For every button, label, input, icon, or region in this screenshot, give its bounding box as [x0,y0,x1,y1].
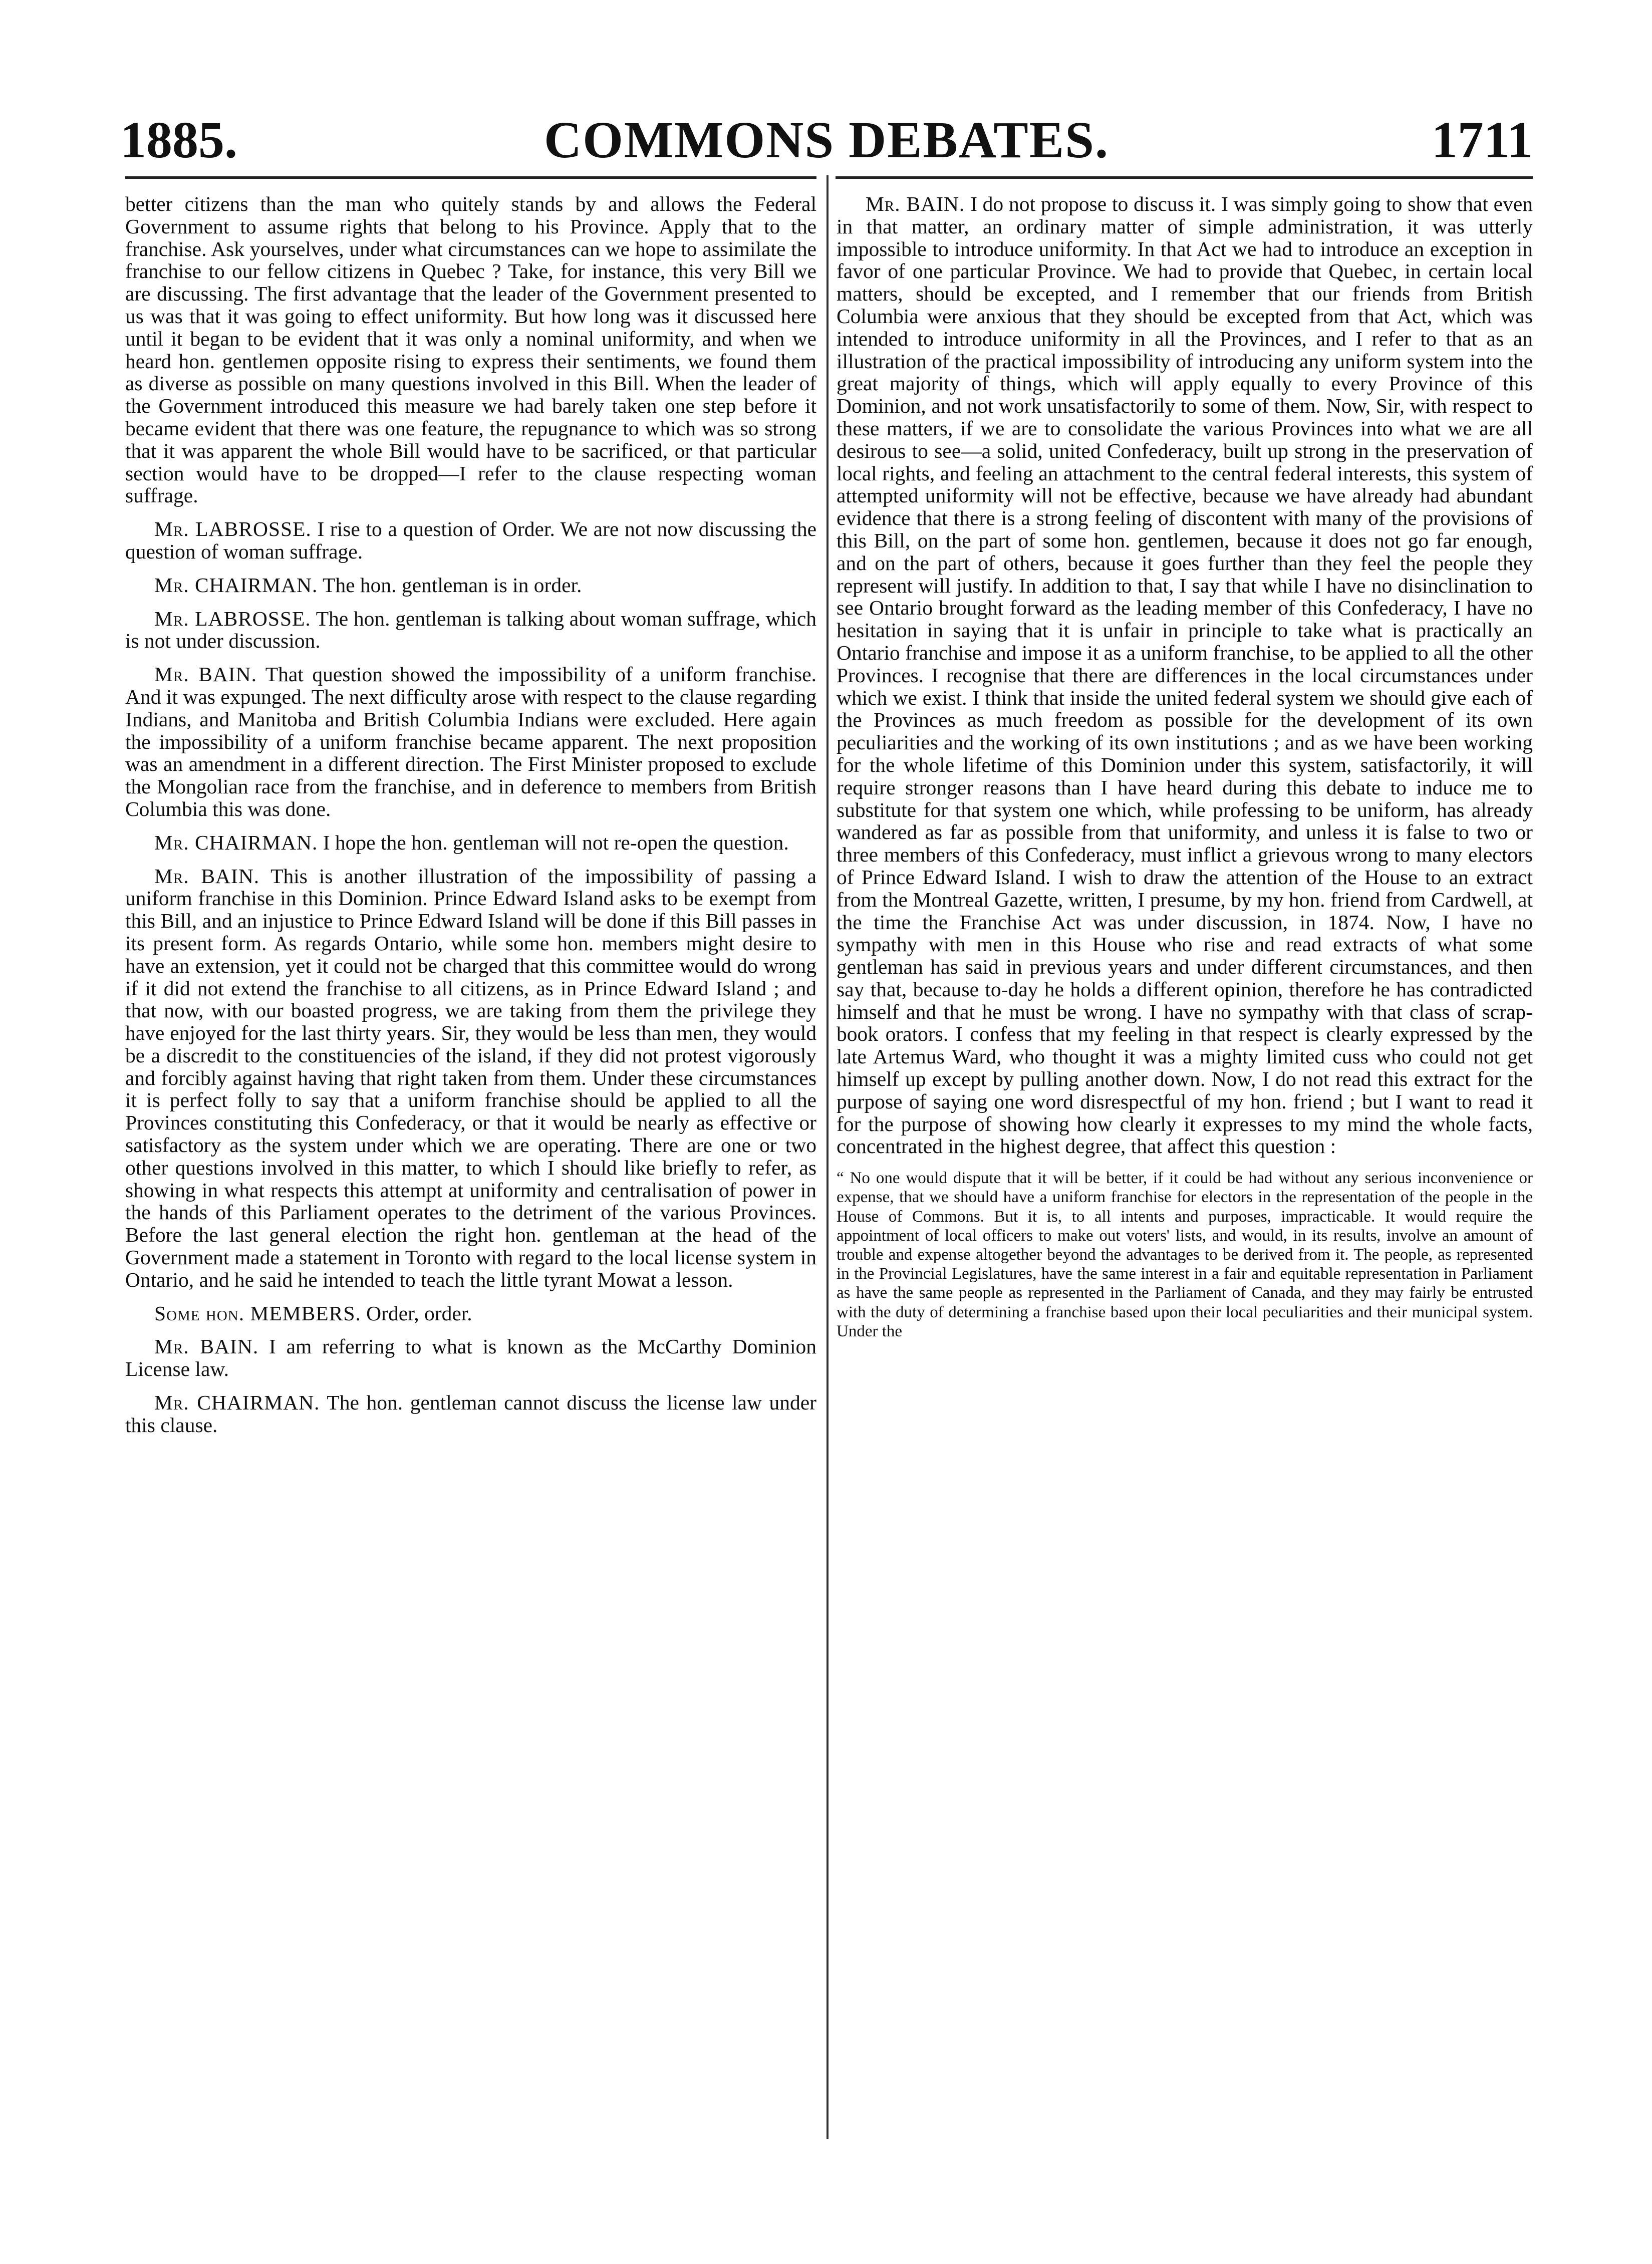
speech-text: The hon. gentleman cannot discuss the license law under this clause. [125,1391,816,1437]
speech [125,663,816,820]
paragraph [125,193,816,507]
speech-text: The hon. gentleman is talking about woman suffrage, which is not under discussion. [125,607,817,653]
speech-text: Order, order. [366,1301,472,1325]
speech [125,1335,816,1380]
speech [837,193,1533,1158]
speaker-name: Mr. BAIN. [866,192,965,215]
paragraph-text: better citizens than the man who quitely stands by and allows the Federal Government to assume rights that belong to his Province. Apply that to the franchise. Ask yourselves, under what circumstances can we hope to assimilate the franchise to our fellow citizens in Quebec ? Take, for instance, this very Bill we are discussing. The first advantage that the leader of the Government presented to us was that it was going to effect uniformity. But how long was it discussed here until it began to be evident that it was only a nominal uniformity, and when we heard hon. gentlemen opposite rising to express their sentiments, we found them as diverse as possible on many questions involved in this Bill. When the leader of the Government introduced this measure we had barely taken one step before it became evident that there was one feature, the repugnance to which was so strong that it was apparent the whole Bill would have to be sacrificed, or that particular section would have to be dropped—I refer to the clause respecting woman suffrage. [125,192,816,507]
speaker-name: Some hon. MEMBERS. [154,1301,361,1325]
speaker-name: Mr. LABROSSE. [154,607,311,630]
right-column [837,193,1533,1352]
speech [125,574,816,597]
header-rule-left [125,176,816,179]
speech [125,865,816,1291]
speaker-name: Mr. CHAIRMAN. [154,1391,320,1414]
speech [125,518,816,563]
speaker-name: Mr. BAIN. [154,864,260,888]
speech-text: I rise to a question of Order. We are not now discussing the question of woman suffrage. [125,517,817,563]
header-rule-right [836,176,1533,179]
quoted-extract: “ No one would dispute that it will be better, if it could be had without any serious inconvenience or expense, that we should have a uniform franchise for electors in the representation of the people in the House of Commons. But it is, to all intents and purposes, impracticable. It would require the appointment of local officers to make out voters' lists, and would, in its results, involve an amount of trouble and expense altogether beyond the advantages to be derived from it. The people, as represented in the Provincial Legislatures, have the same interest in a fair and equitable representation in Parliament as have the same people as represented in the Parliament of Canada, and they may fairly be entrusted with the duty of determining a franchise based upon their local peculiarities and their municipal system. Under the [837,1169,1533,1340]
column-divider [827,175,829,2139]
speech-text: This is another illustration of the impossibility of passing a uniform franchise in this Dominion. Prince Edward Island asks to be exempt from this Bill, and an injustice to Prince Edward Island will be done if this Bill passes in its present form. As regards Ontario, while some hon. members might desire to have an extension, yet it could not be charged that this committee would do wrong if it did not extend the franchise to all citizens, as in Prince Edward Island ; and that now, with our boasted progress, we are taking from them the privilege they have enjoyed for the last thirty years. Sir, they would be less than men, they would be a discredit to the constituencies of the island, if they did not protest vigorously and forcibly against having that right taken from them. Under these circumstances it is perfect folly to say that a uniform franchise should be applied to all the Provinces constituting this Confederacy, or that it would be nearly as effective or satisfactory as the system under which we are operating. There are one or two other questions involved in this matter, to which I should like briefly to refer, as showing in what respects this attempt at uniformity and centralisation of power in the hands of this Parliament operates to the detriment of the various Provinces. Before the last general election the right hon. gentleman at the head of the Government made a statement in Toronto with regard to the local license system in Ontario, and he said he intended to teach the little tyrant Mowat a lesson. [125,864,816,1291]
speech [125,1302,816,1325]
left-column [125,193,816,1448]
speech-text: That question showed the impossibility of a uniform franchise. And it was expunged. The next difficulty arose with respect to the clause regarding Indians, and Manitoba and British Columbia Indians were excluded. Here again the impossibility of a uniform franchise became apparent. The next proposition was an amendment in a different direction. The First Minister proposed to exclude the Mongolian race from the franchise, and in deference to members from British Columbia this was done. [125,663,816,820]
speaker-name: Mr. CHAIRMAN. [154,573,318,597]
speech [125,1391,816,1437]
speaker-name: Mr. LABROSSE. [154,517,312,541]
speaker-name: Mr. BAIN. [154,663,257,686]
speech [125,831,816,854]
speaker-name: Mr. CHAIRMAN. [154,830,318,854]
speech [125,608,816,653]
speaker-name: Mr. BAIN. [154,1335,259,1358]
page-header [120,110,1533,185]
header-year: 1885. [120,111,237,169]
speech-text: I do not propose to discuss it. I was simply going to show that even in that matter, an ordinary matter of simple administration, it was utterly impossible to introduce uniformity. In that Act we had to introduce an exception in favor of one particular Province. We had to provide that Quebec, in certain local matters, should be excepted, and I remember that our friends from British Columbia were anxious that they should be excepted from that Act, which was intended to introduce uniformity in all the Provinces, and I refer to that as an illustration of the practical impossibility of introducing any uniform system into the great majority of things, which will apply equally to every Province of this Dominion, and not work unsatisfactorily to some of them. Now, Sir, with respect to these matters, if we are to consolidate the various Provinces into what we are all desirous to see—a solid, united Confederacy, built up strong in the preservation of local rights, and feeling an attachment to the central federal interests, this system of attempted uniformity will not be effective, because we have already had abundant evidence that there is a strong feeling of discontent with many of the provisions of this Bill, on the part of some hon. gentlemen, because it does not go far enough, and on the part of others, because it goes further than they feel the people they represent will justify. In addition to that, I say that while I have no disinclination to see Ontario brought forward as the leading member of this Confederacy, I have no hesitation in saying that it is unfair in principle to take what is practically an Ontario franchise and impose it as a uniform franchise, to be applied to all the other Provinces. I recognise that there are differences in the local circumstances under which we exist. I think that inside the united federal system we should give each of the Provinces as much freedom as possible for the development of its own peculiarities and the working of its own institutions ; and as we have been working for the whole lifetime of this Dominion under this system, satisfactorily, it will require stronger reasons than I have heard during this debate to induce me to substitute for that system one which, while professing to be uniform, has already wandered as far as possible from that uniformity, and unless it is false to two or three members of this Confederacy, must inflict a grievous wrong to many electors of Prince Edward Island. I wish to draw the attention of the House to an extract from the Montreal Gazette, written, I presume, by my hon. friend from Cardwell, at the time the Franchise Act was under discussion, in 1874. Now, I have no sympathy with men in this House who rise and read extracts of what some gentleman has said in previous years and under different circumstances, and then say that, because to-day he holds a different opinion, therefore he has contradicted himself and that he must be wrong. I have no sympathy with that class of scrap-book orators. I confess that my feeling in that respect is clearly expressed by the late Artemus Ward, who thought it was a mighty limited cuss who could not get himself up except by pulling another down. Now, I do not read this extract for the purpose of saying one word disrespectful of my hon. friend ; but I want to read it for the purpose of showing how clearly it expresses to my mind the whole facts, concentrated in the highest degree, that affect this question : [837,192,1533,1158]
header-title: COMMONS DEBATES. [544,111,1109,169]
header-page-number: 1711 [1431,111,1533,169]
speech-text: The hon. gentleman is in order. [322,573,582,597]
speech-text: I am referring to what is known as the McCarthy Dominion License law. [125,1335,817,1381]
speech-text: I hope the hon. gentleman will not re-open the question. [323,830,789,854]
